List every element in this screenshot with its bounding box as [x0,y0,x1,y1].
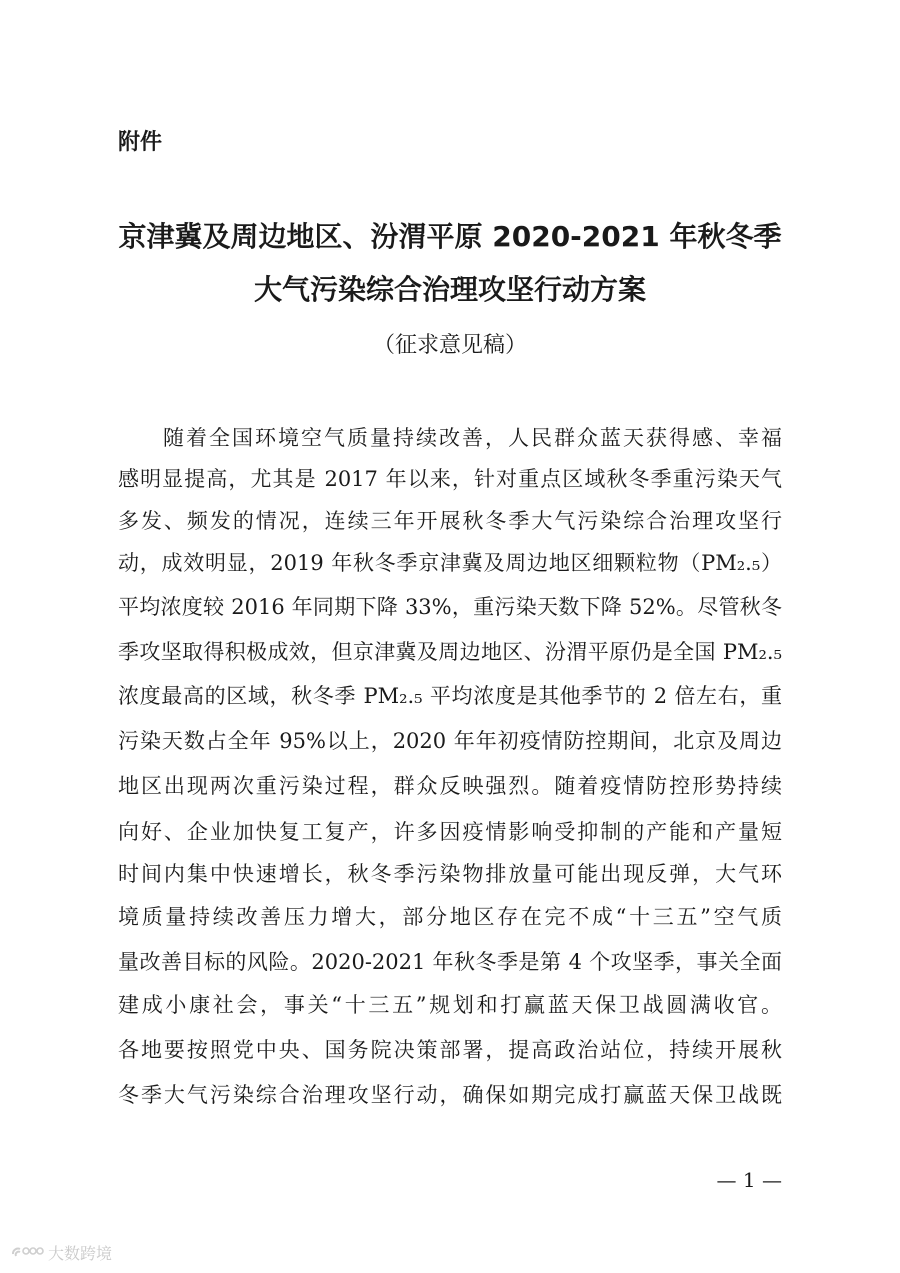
body-line: 各地要按照党中央、国务院决策部署，提高政治站位，持续开展秋 [118,1038,782,1062]
body-line: 冬季大气污染综合治理攻坚行动，确保如期完成打赢蓝天保卫战既 [118,1083,782,1107]
body-line: 时间内集中快速增长，秋冬季污染物排放量可能出现反弹，大气环 [118,862,782,886]
brand-logo-icon [10,1244,44,1264]
body-line: 量改善目标的风险。2020-2021 年秋冬季是第 4 个攻坚季，事关全面 [118,950,782,974]
body-line: 平均浓度较 2016 年同期下降 33%，重污染天数下降 52%。尽管秋冬 [118,595,782,619]
watermark-text: 大数跨境 [48,1244,113,1263]
document-title-line-1: 京津冀及周边地区、汾渭平原 2020-2021 年秋冬季 [118,220,782,253]
body-line: 污染天数占全年 95%以上，2020 年年初疫情防控期间，北京及周边 [118,729,782,753]
body-line: 建成小康社会，事关“十三五”规划和打赢蓝天保卫战圆满收官。 [118,993,782,1017]
body-line: 多发、频发的情况，连续三年开展秋冬季大气污染综合治理攻坚行 [118,509,782,533]
attachment-label: 附件 [118,130,163,155]
body-line: 季攻坚取得积极成效，但京津冀及周边地区、汾渭平原仍是全国 PM₂.₅ [118,640,782,664]
page-number: — 1 — [716,1168,782,1192]
document-title-line-2: 大气污染综合治理攻坚行动方案 [253,273,646,306]
body-line: 境质量持续改善压力增大，部分地区存在完不成“十三五”空气质 [118,905,782,929]
body-line: 向好、企业加快复工复产，许多因疫情影响受抑制的产能和产量短 [118,820,782,844]
body-line: 感明显提高，尤其是 2017 年以来，针对重点区域秋冬季重污染天气 [118,467,782,491]
document-subtitle: （征求意见稿） [372,333,527,358]
body-line: 动，成效明显，2019 年秋冬季京津冀及周边地区细颗粒物（PM₂.₅） [118,551,782,575]
body-line: 地区出现两次重污染过程，群众反映强烈。随着疫情防控形势持续 [118,774,782,798]
body-line: 浓度最高的区域，秋冬季 PM₂.₅ 平均浓度是其他季节的 2 倍左右，重 [118,684,782,708]
watermark [10,1244,112,1264]
body-line: 随着全国环境空气质量持续改善，人民群众蓝天获得感、幸福 [163,426,782,450]
